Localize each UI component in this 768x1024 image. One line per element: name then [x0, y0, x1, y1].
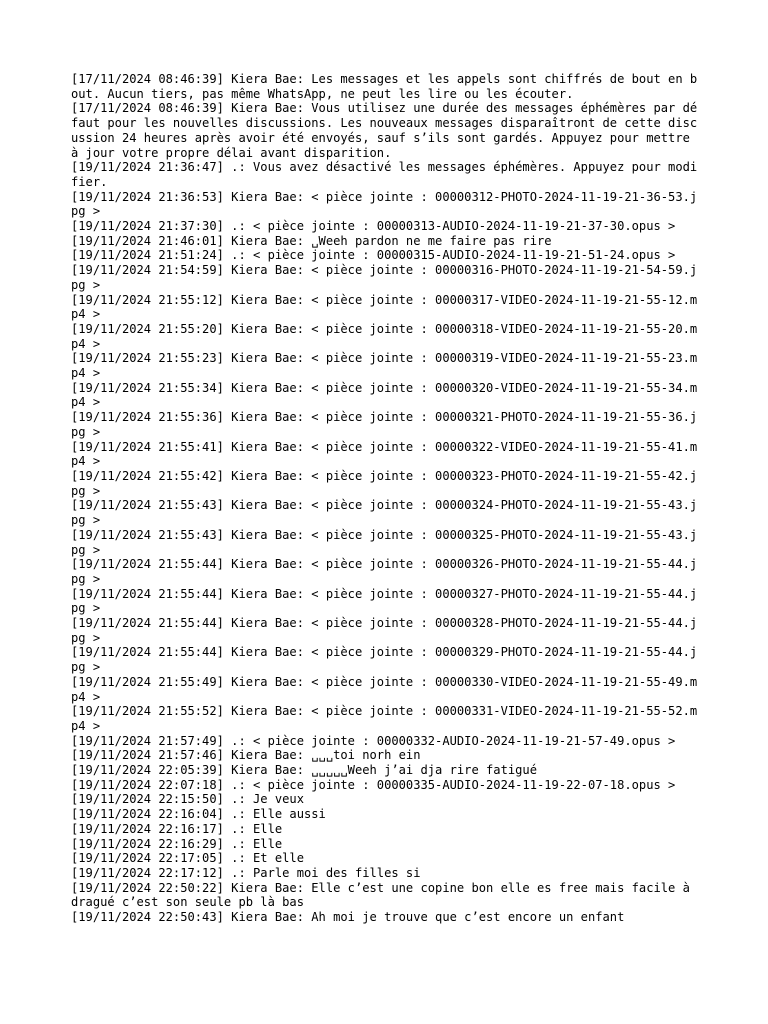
- message-line: [19/11/2024 21:55:42] Kiera Bae: < pièce jointe : 00000323-PHOTO-2024-11-19-21-55-42.jpg >: [71, 468, 698, 498]
- message-line: [19/11/2024 21:46:01] Kiera Bae: ␣Weeh pardon ne me faire pas rire: [71, 233, 552, 248]
- message-line: [19/11/2024 21:55:41] Kiera Bae: < pièce jointe : 00000322-VIDEO-2024-11-19-21-55-41.mp4 >: [71, 439, 698, 469]
- message-line: [19/11/2024 22:05:39] Kiera Bae: ␣␣␣␣␣Weeh j’ai dja rire fatigué: [71, 763, 537, 778]
- message-line: [19/11/2024 21:55:20] Kiera Bae: < pièce jointe : 00000318-VIDEO-2024-11-19-21-55-20.mp4 >: [71, 321, 698, 351]
- message-line: [19/11/2024 21:54:59] Kiera Bae: < pièce jointe : 00000316-PHOTO-2024-11-19-21-54-59.jpg >: [71, 263, 698, 292]
- message-line: [19/11/2024 21:55:43] Kiera Bae: < pièce jointe : 00000324-PHOTO-2024-11-19-21-55-43.jpg >: [71, 498, 698, 528]
- message-line: [19/11/2024 21:55:36] Kiera Bae: < pièce jointe : 00000321-PHOTO-2024-11-19-21-55-36.jpg >: [71, 410, 698, 439]
- message-line: [19/11/2024 21:55:44] Kiera Bae: < pièce jointe : 00000326-PHOTO-2024-11-19-21-55-44.jpg >: [71, 557, 698, 586]
- message-line: [19/11/2024 21:55:34] Kiera Bae: < pièce jointe : 00000320-VIDEO-2024-11-19-21-55-34.mp4 >: [71, 380, 698, 410]
- message-line: [19/11/2024 21:51:24] .: < pièce jointe : 00000315-AUDIO-2024-11-19-21-51-24.opus >: [71, 248, 676, 263]
- message-line: [19/11/2024 22:17:12] .: Parle moi des filles si: [71, 865, 421, 880]
- message-line: [19/11/2024 21:55:43] Kiera Bae: < pièce jointe : 00000325-PHOTO-2024-11-19-21-55-43.jpg >: [71, 527, 698, 557]
- message-line: [17/11/2024 08:46:39] Kiera Bae: Les messages et les appels sont chiffrés de bout en bout. Aucun tiers, pas même WhatsApp, ne peut les lire ou les écouter.: [71, 72, 698, 101]
- message-line: [19/11/2024 22:16:04] .: Elle aussi: [71, 807, 326, 822]
- message-line: [19/11/2024 21:55:49] Kiera Bae: < pièce jointe : 00000330-VIDEO-2024-11-19-21-55-49.mp4 >: [71, 674, 698, 704]
- message-line: [19/11/2024 22:50:43] Kiera Bae: Ah moi je trouve que c’est encore un enfant: [71, 910, 625, 925]
- document-page: [71, 72, 701, 925]
- message-line: [19/11/2024 22:16:29] .: Elle: [71, 836, 283, 851]
- message-line: [17/11/2024 08:46:39] Kiera Bae: Vous utilisez une durée des messages éphémères par défaut pour les nouvelles discussions. Les nouveaux messages disparaîtront de cette discussion 24 heures après avoir été envoyés, sauf s’ils sont gardés. Appuyez pour mettre à jour votre propre délai avant disparition.: [71, 101, 698, 160]
- message-line: [19/11/2024 21:55:23] Kiera Bae: < pièce jointe : 00000319-VIDEO-2024-11-19-21-55-23.mp4 >: [71, 351, 698, 381]
- message-line: [19/11/2024 21:55:52] Kiera Bae: < pièce jointe : 00000331-VIDEO-2024-11-19-21-55-52.mp4 >: [71, 704, 698, 733]
- message-line: [19/11/2024 21:36:53] Kiera Bae: < pièce jointe : 00000312-PHOTO-2024-11-19-21-36-53.jpg >: [71, 189, 698, 219]
- message-line: [19/11/2024 21:37:30] .: < pièce jointe : 00000313-AUDIO-2024-11-19-21-37-30.opus >: [71, 219, 676, 234]
- message-line: [19/11/2024 21:57:49] .: < pièce jointe : 00000332-AUDIO-2024-11-19-21-57-49.opus >: [71, 733, 676, 748]
- message-line: [19/11/2024 21:55:44] Kiera Bae: < pièce jointe : 00000327-PHOTO-2024-11-19-21-55-44.jpg >: [71, 586, 698, 616]
- message-line: [19/11/2024 22:17:05] .: Et elle: [71, 851, 304, 866]
- message-line: [19/11/2024 22:07:18] .: < pièce jointe : 00000335-AUDIO-2024-11-19-22-07-18.opus >: [71, 777, 676, 792]
- message-line: [19/11/2024 21:55:44] Kiera Bae: < pièce jointe : 00000329-PHOTO-2024-11-19-21-55-44.jpg >: [71, 645, 698, 675]
- message-line: [19/11/2024 22:50:22] Kiera Bae: Elle c’est une copine bon elle es free mais facile à dragué c’est son seule pb là bas: [71, 880, 698, 910]
- message-line: [19/11/2024 22:15:50] .: Je veux: [71, 792, 304, 807]
- message-line: [19/11/2024 21:57:46] Kiera Bae: ␣␣␣toi norh ein: [71, 748, 421, 763]
- message-line: [19/11/2024 21:36:47] .: Vous avez désactivé les messages éphémères. Appuyez pour modifier.: [71, 160, 698, 189]
- message-line: [19/11/2024 21:55:44] Kiera Bae: < pièce jointe : 00000328-PHOTO-2024-11-19-21-55-44.jpg >: [71, 616, 698, 645]
- message-line: [19/11/2024 21:55:12] Kiera Bae: < pièce jointe : 00000317-VIDEO-2024-11-19-21-55-12.mp4 >: [71, 292, 698, 322]
- message-line: [19/11/2024 22:16:17] .: Elle: [71, 821, 283, 836]
